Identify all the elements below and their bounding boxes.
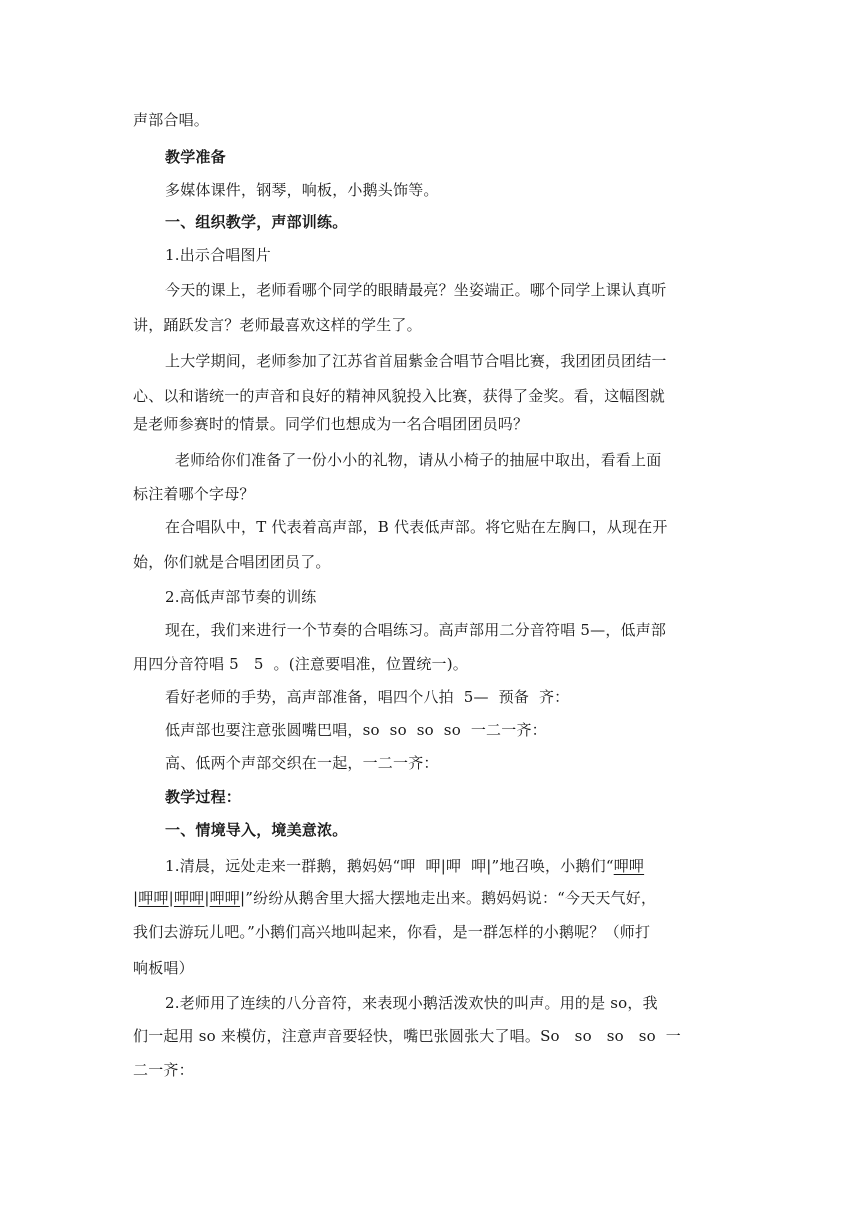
text-line: [133, 315, 800, 335]
text-segment: 始，你们就是合唱团团员了。: [133, 553, 331, 571]
underlined-text: 呷呷: [138, 889, 169, 907]
text-line: [165, 993, 800, 1013]
text-segment: 一、组织教学，声部训练。: [165, 213, 348, 231]
text-line: [133, 958, 800, 978]
text-segment: |: [168, 889, 174, 907]
text-line: [165, 720, 800, 740]
text-segment: 我们去游玩儿吧。”小鹅们高兴地叫起来，你看，是一群怎样的小鹅呢？（师打: [133, 923, 651, 941]
text-segment: 用四分音符唱 5 5 。(注意要唱准，位置统一)。: [133, 655, 469, 673]
text-line: [133, 414, 800, 434]
text-line: [165, 820, 800, 840]
text-segment: |: [204, 889, 210, 907]
underlined-text: 呷呷: [173, 889, 205, 907]
text-segment: 们一起用 so 来模仿，注意声音要轻快，嘴巴张圆张大了唱。So so so so 一: [133, 1027, 682, 1045]
text-segment: |: [133, 889, 139, 907]
text-segment: 标注着哪个字母？: [133, 485, 255, 503]
text-segment: 响板唱）: [133, 959, 194, 977]
text-line: [165, 687, 800, 707]
text-segment: 2.老师用了连续的八分音符，来表现小鹅活泼欢快的叫声。用的是 so，我: [165, 994, 658, 1012]
text-segment: 教学准备: [165, 148, 226, 166]
text-segment: 声部合唱。: [133, 111, 210, 129]
text-line: [165, 212, 800, 232]
text-segment: 2.高低声部节奏的训练: [165, 588, 317, 606]
text-segment: 讲，踊跃发言？老师最喜欢这样的学生了。: [133, 316, 422, 334]
text-line: [165, 351, 800, 371]
text-segment: 1.清晨，远处走来一群鹅，鹅妈妈“呷 呷|呷 呷|”地召唤，小鹅们“: [165, 857, 614, 875]
text-segment: 教学过程：: [165, 788, 242, 806]
text-line: [165, 587, 800, 607]
text-segment: |”纷纷从鹅舍里大摇大摆地走出来。鹅妈妈说：“今天天气好，: [240, 889, 657, 907]
text-segment: 高、低两个声部交织在一起，一二一齐：: [165, 754, 439, 772]
text-line: [133, 888, 800, 908]
text-line: [133, 922, 800, 942]
text-line: [175, 450, 800, 470]
text-segment: 上大学期间，老师参加了江苏省首届紫金合唱节合唱比赛，我团团员团结一: [165, 352, 667, 370]
text-segment: 多媒体课件，钢琴，响板，小鹅头饰等。: [165, 181, 439, 199]
text-line: [133, 110, 800, 130]
text-line: [165, 620, 800, 640]
text-segment: 现在，我们来进行一个节奏的合唱练习。高声部用二分音符唱 5—，低声部: [165, 621, 667, 639]
text-line: [165, 753, 800, 773]
text-line: [165, 517, 800, 537]
text-line: [165, 280, 800, 300]
text-line: [133, 1060, 800, 1080]
text-line: [133, 484, 800, 504]
text-line: [165, 147, 800, 167]
text-line: [165, 787, 800, 807]
text-segment: 一、情境导入，境美意浓。: [165, 821, 348, 839]
text-segment: 二一齐：: [133, 1061, 194, 1079]
text-segment: 看好老师的手势，高声部准备，唱四个八拍 5— 预备 齐：: [165, 688, 570, 706]
text-segment: 心、以和谐统一的声音和良好的精神风貌投入比赛，获得了金奖。看，这幅图就: [133, 387, 666, 405]
text-segment: 低声部也要注意张圆嘴巴唱，so so so so 一二一齐：: [165, 721, 547, 739]
text-segment: 是老师参赛时的情景。同学们也想成为一名合唱团团员吗？: [133, 415, 529, 433]
text-line: [165, 856, 800, 876]
text-line: [133, 386, 800, 406]
text-line: [165, 180, 800, 200]
text-segment: 今天的课上，老师看哪个同学的眼睛最亮？坐姿端正。哪个同学上课认真听: [165, 281, 667, 299]
text-segment: 1.出示合唱图片: [165, 246, 271, 264]
text-segment: 老师给你们准备了一份小小的礼物，请从小椅子的抽屉中取出，看看上面: [175, 451, 662, 469]
underlined-text: 呷呷: [613, 857, 645, 875]
text-line: [133, 654, 800, 674]
text-line: [165, 245, 800, 265]
text-line: [133, 1026, 800, 1046]
text-line: [133, 552, 800, 572]
underlined-text: 呷呷: [209, 889, 241, 907]
text-segment: 在合唱队中，T 代表着高声部，B 代表低声部。将它贴在左胸口，从现在开: [165, 518, 668, 536]
